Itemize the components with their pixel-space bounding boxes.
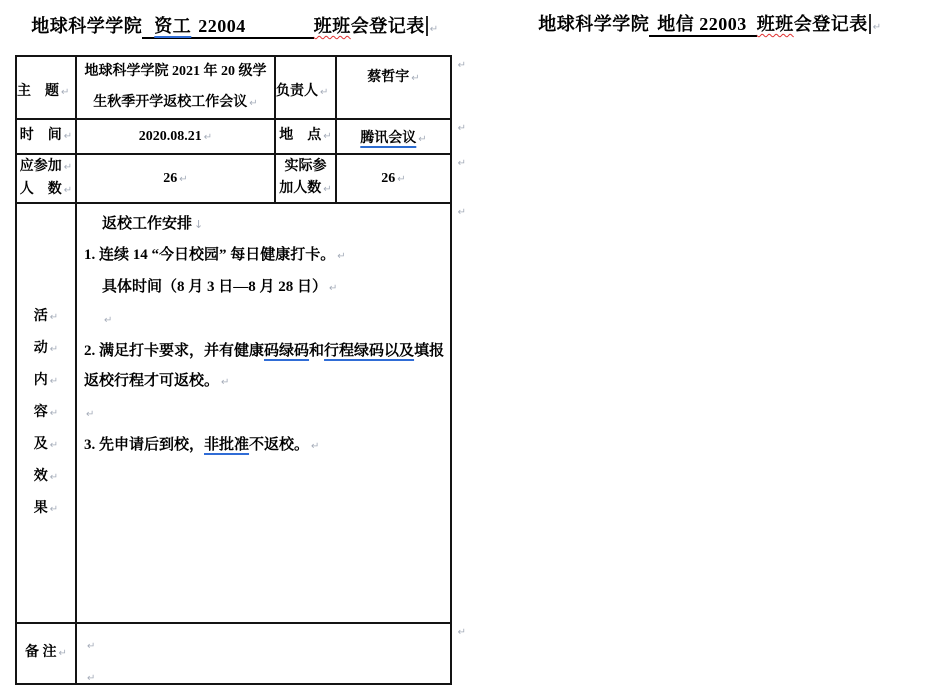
title-suffix-flagged: 班班 bbox=[756, 14, 794, 34]
left-document bbox=[0, 0, 470, 697]
topic-label-cell bbox=[17, 57, 77, 118]
expected-value-cell bbox=[77, 155, 276, 202]
title-class-word: 资工 bbox=[154, 16, 192, 36]
vlabel-char: 及 ↵ bbox=[33, 437, 59, 452]
table-row-activity bbox=[17, 204, 466, 624]
vlabel-char: 效 ↵ bbox=[33, 469, 59, 484]
actual-value-cell bbox=[337, 155, 450, 202]
time-label-cell bbox=[17, 120, 77, 153]
table-row-remarks bbox=[17, 624, 466, 684]
content-item1: 1. 连续 14 “今日校园” 每日健康打卡。 ↵ bbox=[84, 247, 346, 263]
place-value-cell bbox=[337, 120, 450, 153]
empty-line: ↵ bbox=[87, 641, 96, 652]
empty-line: ↵ bbox=[104, 315, 113, 326]
row-end-mark: ↵ bbox=[457, 123, 466, 134]
table-row-time bbox=[17, 120, 466, 155]
vlabel-char: 活 ↵ bbox=[33, 309, 59, 324]
pilcrow-mark: ↵ bbox=[429, 24, 439, 35]
left-doc-table bbox=[15, 55, 466, 685]
right-doc-title bbox=[470, 10, 950, 37]
actual-label-line2: 加人数 ↵ bbox=[279, 181, 332, 196]
title-school: 地球科学学院 bbox=[31, 16, 143, 36]
title-suffix-flagged: 班班 bbox=[313, 16, 351, 36]
leader-label-cell bbox=[276, 57, 337, 118]
vlabel-char: 果 ↵ bbox=[33, 501, 59, 516]
expected-label-line1: 应参加 ↵ bbox=[19, 158, 73, 174]
vlabel-char: 内 ↵ bbox=[33, 373, 59, 388]
pilcrow-mark: ↵ bbox=[872, 22, 882, 33]
expected-value: 26 ↵ bbox=[163, 170, 188, 186]
blank-space bbox=[246, 31, 314, 32]
title-suffix: 会登记表 bbox=[793, 14, 868, 34]
title-class-name: 地信 22003 bbox=[657, 14, 747, 34]
actual-label-cell bbox=[276, 155, 337, 202]
remarks-label-cell bbox=[17, 624, 77, 683]
time-value: 2020.08.21 ↵ bbox=[138, 128, 213, 144]
leader-label: 负责人 ↵ bbox=[276, 83, 329, 99]
blank-space bbox=[142, 31, 154, 32]
place-label-cell bbox=[276, 120, 337, 153]
row-end-mark: ↵ bbox=[457, 60, 466, 71]
table-row-attendance bbox=[17, 155, 466, 204]
remarks-label: 备 注 ↵ bbox=[25, 645, 67, 660]
empty-line: ↵ bbox=[86, 409, 95, 420]
left-doc-title bbox=[0, 12, 470, 39]
title-suffix: 会登记表 bbox=[350, 16, 425, 36]
content-item3: 3. 先申请后到校，非批准不返校。 ↵ bbox=[84, 437, 320, 453]
row-end-mark: ↵ bbox=[457, 207, 466, 218]
leader-value-cell bbox=[337, 57, 450, 118]
expected-label-cell bbox=[17, 155, 77, 202]
activity-label-cell bbox=[17, 204, 77, 622]
time-value-cell bbox=[77, 120, 276, 153]
actual-value: 26 ↵ bbox=[381, 170, 406, 186]
time-label: 时 间 ↵ bbox=[19, 128, 73, 143]
table-row-topic bbox=[17, 57, 466, 120]
topic-line1: 地球科学学院 2021 年 20 级学 bbox=[84, 64, 267, 79]
expected-label-line2: 人 数 ↵ bbox=[19, 181, 73, 197]
content-item1b: 具体时间（8 月 3 日—8 月 28 日） ↵ bbox=[102, 279, 338, 295]
topic-line2: 生秋季开学返校工作会议 ↵ bbox=[93, 95, 258, 110]
actual-label-line1: 实际参 bbox=[284, 159, 327, 174]
place-value: 腾讯会议 ↵ bbox=[360, 130, 427, 146]
right-document bbox=[470, 0, 950, 697]
blank-space bbox=[747, 29, 757, 30]
leader-name: 蔡哲宇 ↵ bbox=[367, 70, 420, 85]
vlabel-char: 容 ↵ bbox=[33, 405, 59, 420]
place-label: 地 点 ↵ bbox=[279, 128, 332, 143]
title-fill-in-blank bbox=[649, 14, 757, 37]
content-item2: 2. 满足打卡要求，并有健康码绿码和行程绿码以及填报返校行程才可返校。 ↵ bbox=[84, 343, 445, 389]
text-cursor bbox=[426, 16, 428, 36]
remarks-content-cell bbox=[77, 624, 454, 683]
vlabel-char: 动 ↵ bbox=[33, 341, 59, 356]
row-end-mark: ↵ bbox=[457, 158, 466, 169]
row-end-mark: ↵ bbox=[457, 627, 466, 638]
title-school: 地球科学学院 bbox=[538, 14, 650, 34]
topic-value-cell bbox=[77, 57, 276, 118]
content-heading: 返校工作安排 ↓ bbox=[102, 216, 204, 232]
title-class-number: 22004 bbox=[198, 16, 246, 36]
title-fill-in-blank bbox=[142, 16, 314, 39]
activity-content-cell bbox=[77, 204, 454, 622]
empty-line: ↵ bbox=[87, 673, 96, 684]
text-cursor bbox=[869, 14, 871, 34]
topic-label: 主 题 ↵ bbox=[17, 83, 70, 99]
